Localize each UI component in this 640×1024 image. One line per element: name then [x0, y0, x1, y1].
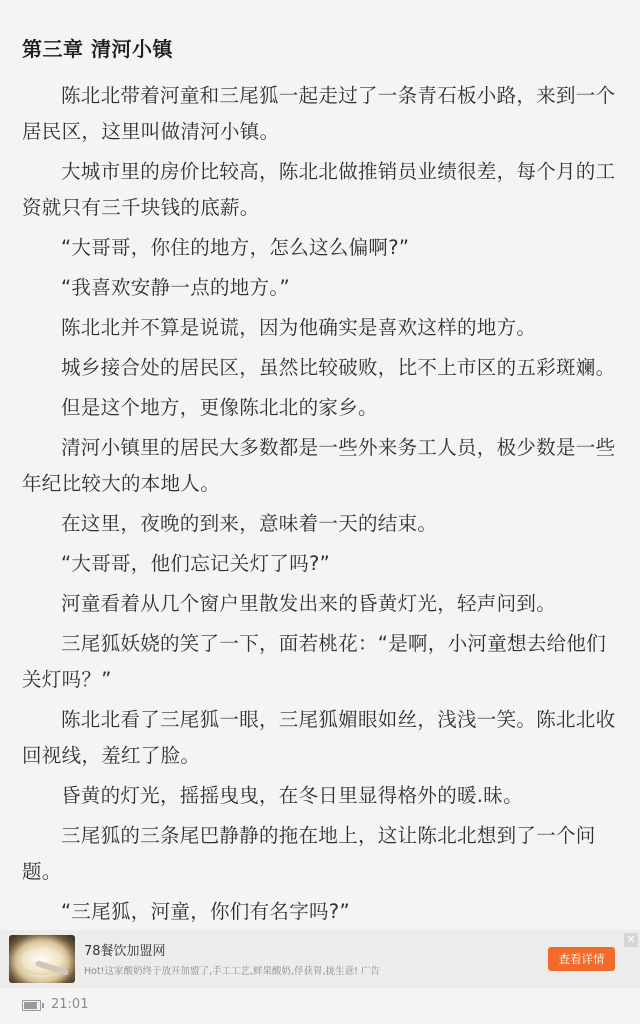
paragraph: 大城市里的房价比较高，陈北北做推销员业绩很差，每个月的工资就只有三千块钱的底薪。	[22, 160, 616, 219]
ad-view-details-button[interactable]: 查看详情	[548, 947, 615, 971]
battery-level	[24, 1002, 37, 1009]
paragraph: 清河小镇里的居民大多数都是一些外来务工人员，极少数是一些年纪比较大的本地人。	[22, 436, 616, 495]
paragraph: 三尾狐妖娆的笑了一下，面若桃花：“是啊，小河童想去给他们关灯吗？”	[22, 632, 607, 691]
chapter-content	[22, 78, 622, 930]
paragraph: 陈北北带着河童和三尾狐一起走过了一条青石板小路，来到一个居民区，这里叫做清河小镇。	[22, 84, 616, 143]
chapter-title: 第三章 清河小镇	[22, 37, 173, 61]
ad-banner[interactable]	[0, 930, 640, 988]
paragraph: “我喜欢安静一点的地方。”	[61, 276, 290, 299]
paragraph: 陈北北看了三尾狐一眼，三尾狐媚眼如丝，浅浅一笑。陈北北收回视线，羞红了脸。	[22, 708, 616, 767]
paragraph: “三尾狐，河童，你们有名字吗?”	[61, 900, 350, 923]
ad-title[interactable]: 78餐饮加盟网	[84, 944, 166, 959]
paragraph: “大哥哥，你住的地方，怎么这么偏啊?”	[61, 236, 410, 259]
ad-thumbnail-image[interactable]	[9, 935, 75, 983]
paragraph: 陈北北并不算是说谎，因为他确实是喜欢这样的地方。	[61, 316, 537, 339]
paragraph: 在这里，夜晚的到来，意味着一天的结束。	[61, 512, 438, 535]
paragraph: 河童看着从几个窗户里散发出来的昏黄灯光，轻声问到。	[61, 592, 557, 615]
ad-description[interactable]: Hot!这家酸奶终于放开加盟了,手工工艺,鲜果酸奶,俘获胃,拢生意! 广告	[84, 966, 380, 977]
paragraph: “大哥哥，他们忘记关灯了吗?”	[61, 552, 331, 575]
battery-icon	[22, 1000, 41, 1011]
ad-close-icon[interactable]: ✕	[624, 933, 638, 947]
paragraph: 城乡接合处的居民区，虽然比较破败，比不上市区的五彩斑斓。	[61, 356, 616, 379]
paragraph: 三尾狐的三条尾巴静静的拖在地上，这让陈北北想到了一个问题。	[22, 824, 596, 883]
paragraph: 但是这个地方，更像陈北北的家乡。	[61, 396, 378, 419]
status-bar	[0, 988, 640, 1024]
paragraph: 昏黄的灯光，摇摇曳曳，在冬日里显得格外的暖.昧。	[61, 784, 523, 807]
clock: 21:01	[51, 997, 89, 1012]
